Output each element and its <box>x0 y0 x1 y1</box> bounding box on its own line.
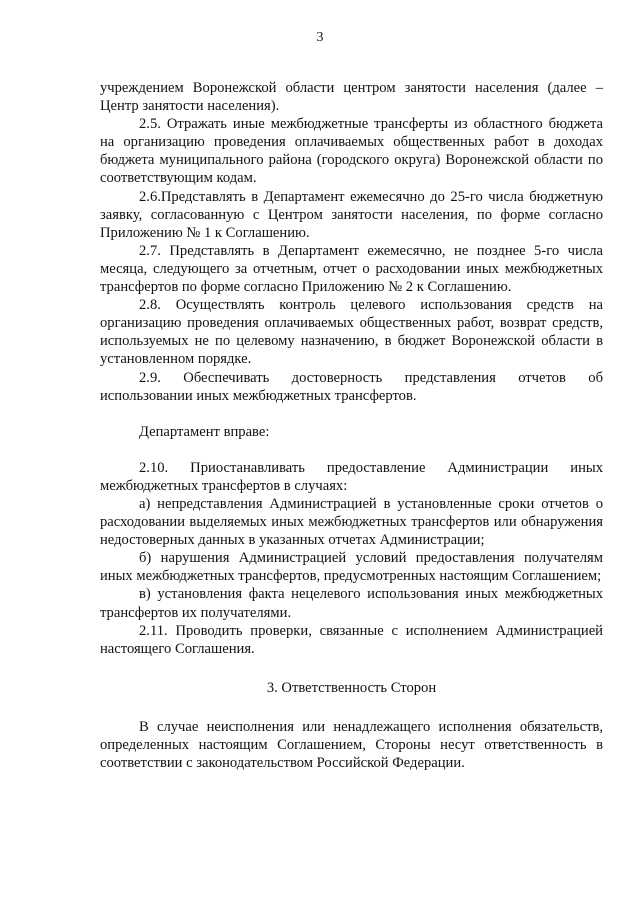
section-3-title: 3. Ответственность Сторон <box>266 679 437 696</box>
department-rights-heading: Департамент вправе: <box>139 423 270 440</box>
clause-2-7: 2.7. Представлять в Департамент ежемесячно, не позднее 5-го числа месяца, следующего за отчетным, отчет о расходовании иных межбюджетных трансфертов по форме согласно Приложению № 2 к Соглашению. <box>100 242 603 296</box>
clause-2-6: 2.6.Представлять в Департамент ежемесячно до 25-го числа бюджетную заявку, согласованную с Центром занятости населения, по форме согласно Приложению № 1 к Соглашению. <box>100 188 603 241</box>
clause-2-10-case-a: а) непредставления Администрацией в установленные сроки отчетов о расходовании выделяемых иных межбюджетных трансфертов или обнаружения недостоверных данных в указанных отчетах Администрации; <box>100 495 603 549</box>
page-number: 3 <box>316 30 324 45</box>
section-3-body: В случае неисполнения или ненадлежащего исполнения обязательств, определенных настоящим Соглашением, Стороны несут ответственность в соответствии с законодательством Российской Федерации. <box>100 718 603 772</box>
document-body <box>100 79 603 772</box>
paragraph-continuation: учреждением Воронежской области центром занятости населения (далее – Центр занятости населения). <box>100 80 603 115</box>
spacer <box>100 658 603 679</box>
clause-2-11: 2.11. Проводить проверки, связанные с исполнением Администрацией настоящего Соглашения. <box>100 622 603 657</box>
clause-2-5: 2.5. Отражать иные межбюджетные трансферты из областного бюджета на организацию проведения оплачиваемых общественных работ в доходах бюджета муниципального района (городского округа) Воронежской области по соответствующим кодам. <box>100 116 603 187</box>
spacer <box>100 405 603 423</box>
spacer <box>100 697 603 718</box>
spacer <box>100 441 603 459</box>
clause-2-9: 2.9. Обеспечивать достоверность представления отчетов об использовании иных межбюджетных трансфертов. <box>100 369 603 404</box>
clause-2-10-case-b: б) нарушения Администрацией условий предоставления получателям иных межбюджетных трансфертов, предусмотренных настоящим Соглашением; <box>100 550 603 585</box>
clause-2-10: 2.10. Приостанавливать предоставление Администрации иных межбюджетных трансфертов в случаях: <box>100 459 603 494</box>
clause-2-10-case-c: в) установления факта нецелевого использования иных межбюджетных трансфертов их получателями. <box>100 586 603 621</box>
clause-2-8: 2.8. Осуществлять контроль целевого использования средств на организацию проведения оплачиваемых общественных работ, возврат средств, используемых не по целевому назначению, в бюджет Воронежской области в установленном порядке. <box>100 297 603 368</box>
